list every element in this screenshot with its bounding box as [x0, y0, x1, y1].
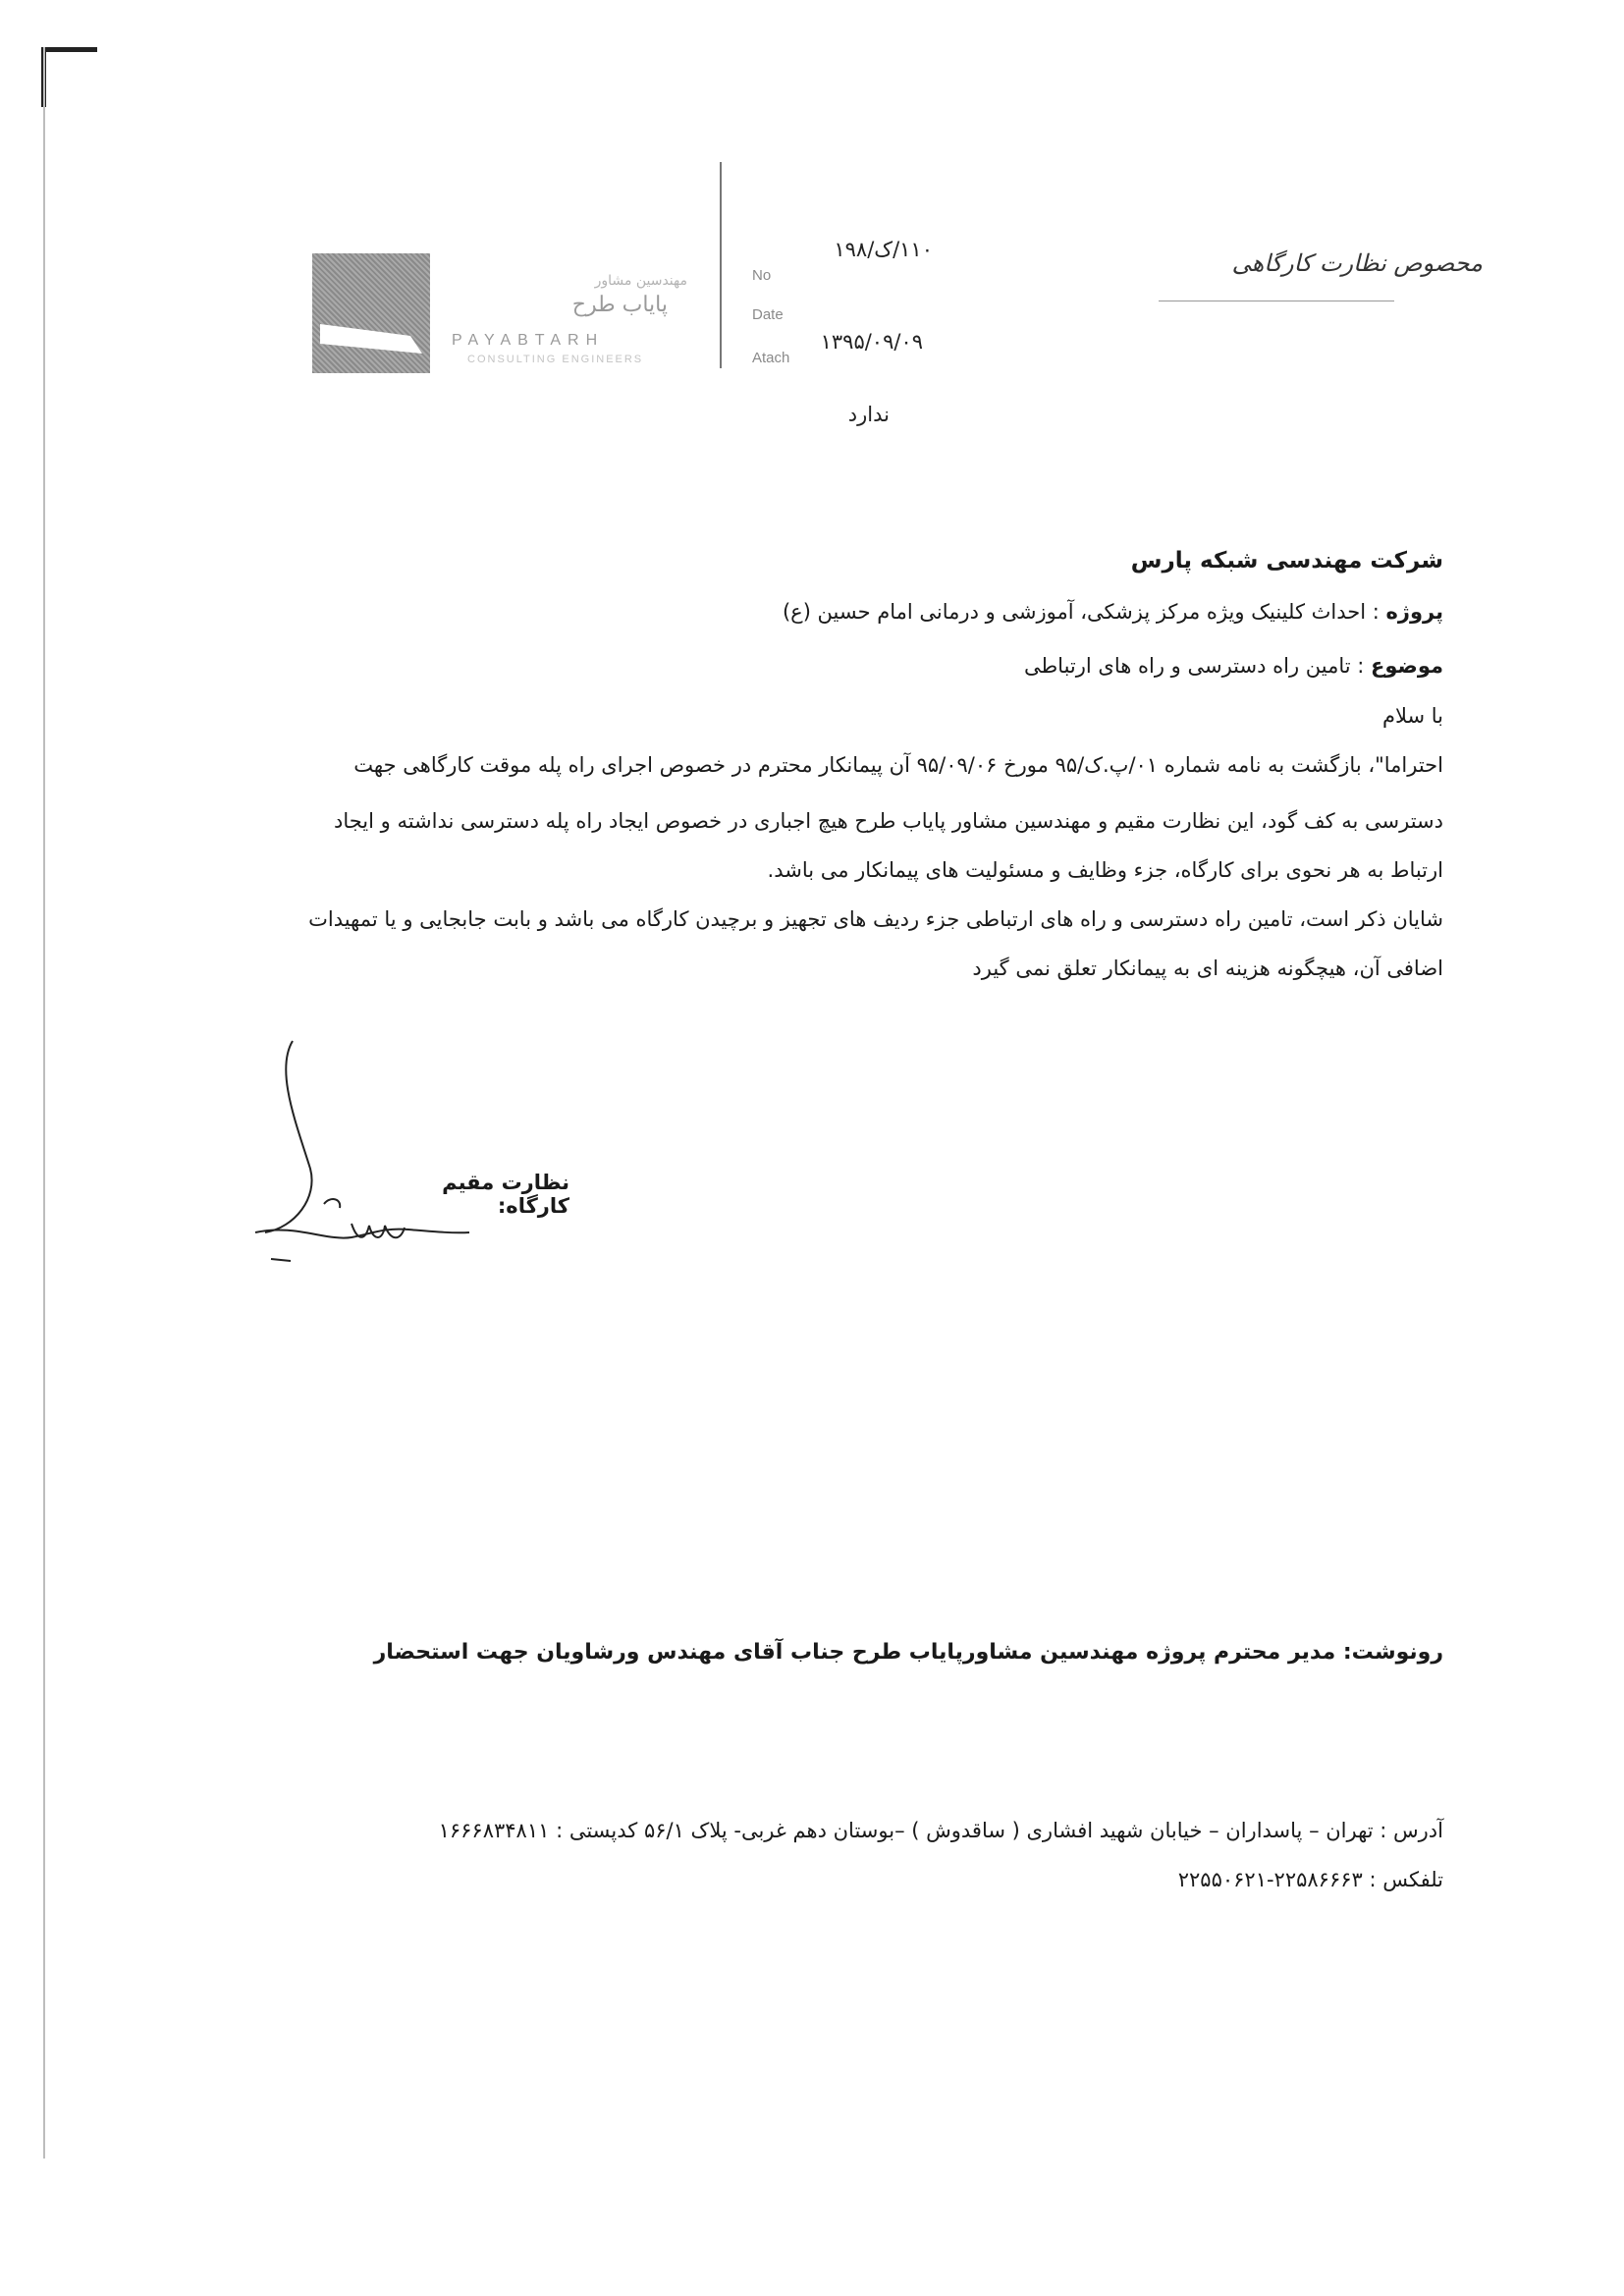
company-tagline: مهندسین مشاور [594, 273, 687, 289]
recipient: شرکت مهندسی شبکه پارس [1130, 548, 1443, 574]
company-name-english: PAYABTARH [452, 332, 605, 349]
company-subtitle-english: CONSULTING ENGINEERS [467, 354, 644, 365]
subject-label: موضوع [1371, 654, 1443, 678]
project-label: پروژه [1385, 600, 1443, 624]
scan-corner-mark [41, 47, 97, 107]
company-logo [312, 253, 430, 373]
confidential-stamp: محصوص نظارت کارگاهی [1231, 249, 1483, 277]
letter-date: ۱۳۹۵/۰۹/۰۹ [820, 330, 923, 354]
header-divider [720, 162, 722, 368]
number-label: No [752, 267, 772, 284]
letter-number: ۱۱۰/ک/۱۹۸ [834, 238, 933, 261]
phone-line: تلفکس : ۲۲۵۸۶۶۶۳-۲۲۵۵۰۶۲۱ [1177, 1868, 1443, 1891]
greeting: با سلام [1381, 704, 1443, 728]
address-line: آدرس : تهران – پاسداران – خیابان شهید افشاری ( ساقدوش ) –بوستان دهم غربی- پلاک ۵۶/۱ کدپستی : ۱۶۶۶۸۳۴۸۱۱ [438, 1819, 1443, 1842]
subject-value: : تامین راه دسترسی و راه های ارتباطی [1023, 654, 1372, 678]
subject-line [1024, 650, 1443, 682]
paragraph-line: ارتباط به هر نحوی برای کارگاه، جزء وظایف و مسئولیت های پیمانکار می باشد. [767, 858, 1443, 882]
paragraph-line: شایان ذکر است، تامین راه دسترسی و راه های ارتباطی جزء ردیف های تجهیز و برچیدن کارگاه می باشد و بابت جابجایی و یا تمهیدات [308, 907, 1443, 931]
handwritten-signature [236, 1031, 491, 1286]
date-label: Date [752, 306, 784, 323]
project-value: : احداث کلینیک ویژه مرکز پزشکی، آموزشی و درمانی امام حسین (ع) [782, 600, 1386, 624]
paragraph-line: دسترسی به کف گود، این نظارت مقیم و مهندسین مشاور پایاب طرح هیچ اجباری در خصوص ایجاد راه پله دسترسی نداشته و ایجاد [333, 809, 1443, 833]
attachment-label: Atach [752, 350, 790, 366]
paragraph-line: اضافی آن، هیچگونه هزینه ای به پیمانکار تعلق نمی گیرد [972, 957, 1443, 980]
carbon-copy-line: رونوشت: مدیر محترم پروژه مهندسین مشاورپایاب طرح جناب آقای مهندس ورشاویان جهت استحضار [373, 1640, 1443, 1665]
signature-title: نظارت مقیم کارگاه: [442, 1171, 569, 1218]
scan-edge-line [43, 47, 45, 2159]
attachment-value: ندارد [847, 403, 890, 426]
company-name-persian: پایاب طرح [571, 293, 668, 317]
project-line [783, 596, 1443, 628]
paragraph-line: احتراما"، بازگشت به نامه شماره ۰۱/پ.ک/۹۵ مورخ ۹۵/۰۹/۰۶ آن پیمانکار محترم در خصوص اجرای راه پله موقت کارگاهی جهت [353, 753, 1443, 777]
